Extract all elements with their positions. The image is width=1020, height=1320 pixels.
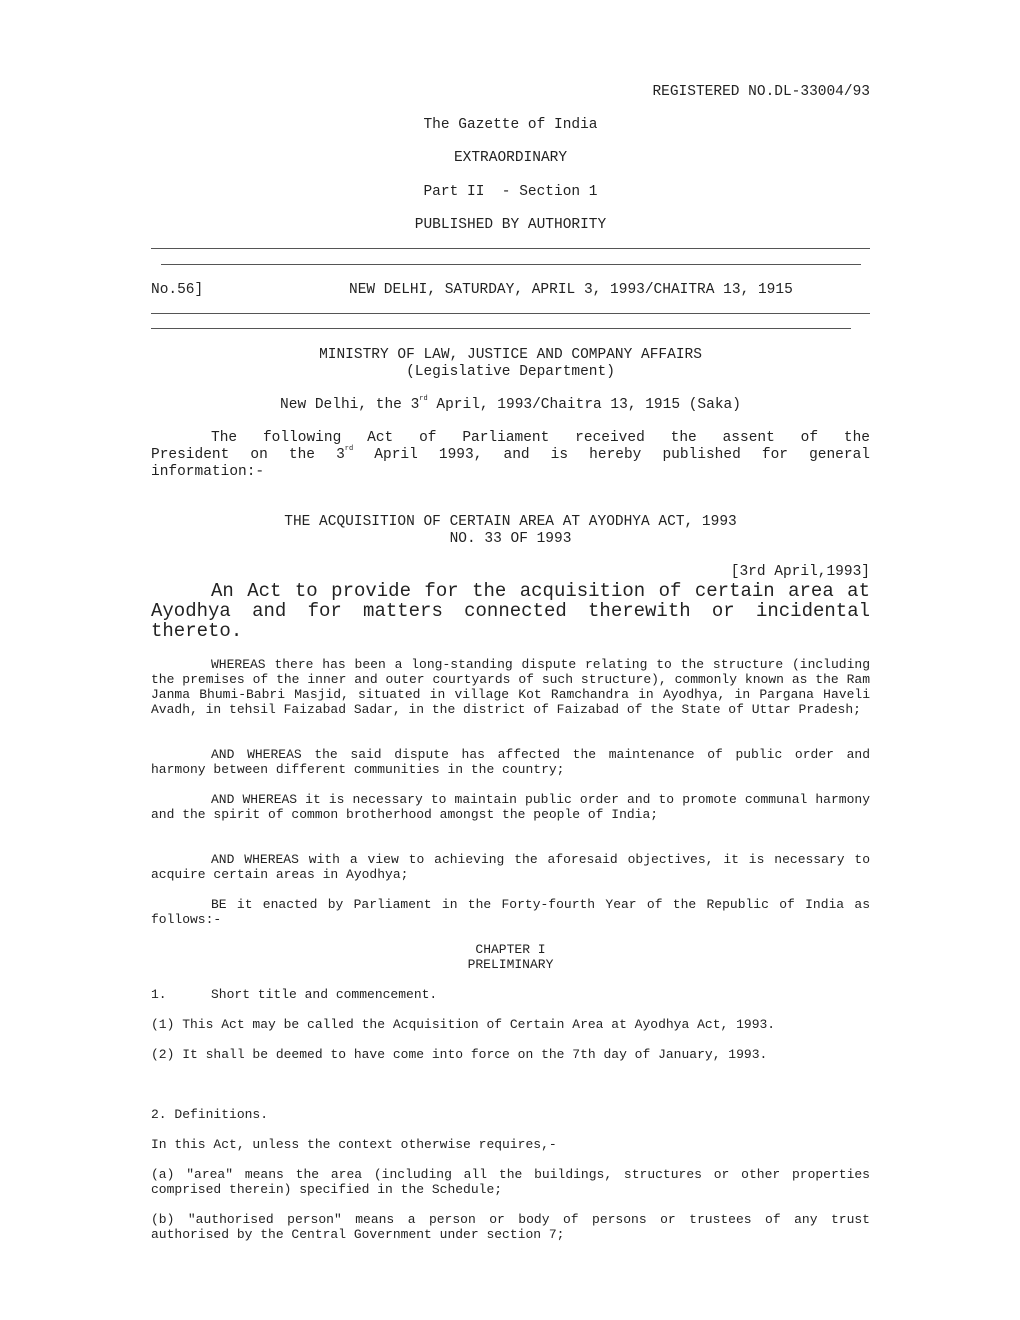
definition-authorised-person: (b) "authorised person" means a person or body of persons or trustees of any trust authorised by the Central Government under section 7; <box>151 1212 870 1242</box>
registration-number: REGISTERED NO.DL-33004/93 <box>652 84 870 100</box>
chapter-number: CHAPTER I <box>475 942 546 957</box>
published-by-authority: PUBLISHED BY AUTHORITY <box>414 217 607 233</box>
department-name: (Legislative Department) <box>406 364 615 380</box>
issue-dateline: NEW DELHI, SATURDAY, APRIL 3, 1993/CHAITRA 13, 1915 <box>349 282 793 298</box>
act-long-title: An Act to provide for the acquisition of certain area at Ayodhya and for matters connected therewith or incidental thereto. <box>151 580 870 642</box>
header-rule-1 <box>151 248 870 249</box>
part-section: Part II - Section 1 <box>423 184 598 200</box>
header-rule-2 <box>161 264 861 265</box>
preamble-whereas-1: WHEREAS there has been a long-standing dispute relating to the structure (including the premises of the inner and outer courtyards of such structure), commonly known as the Ram Janma Bhumi-Babri Masjid, situated in village Kot Ramchandra in Ayodhya, in Pargana Haveli Avadh, in tehsil Faizabad Sadar, in the district of Faizabad of the State of Uttar Pradesh; <box>151 657 870 717</box>
section-1-subsection-1: (1) This Act may be called the Acquisition of Certain Area at Ayodhya Act, 1993. <box>151 1017 776 1032</box>
gazette-title: The Gazette of India <box>423 117 598 133</box>
enacting-clause: BE it enacted by Parliament in the Forty-fourth Year of the Republic of India as follows:- <box>151 897 870 927</box>
section-2-intro: In this Act, unless the context otherwise requires,- <box>151 1137 557 1152</box>
section-1-heading <box>151 987 870 1002</box>
dateline-rule-1 <box>151 313 870 314</box>
section-1-number: 1. <box>151 987 167 1002</box>
section-1-title: Short title and commencement. <box>211 987 438 1002</box>
ministry-name: MINISTRY OF LAW, JUSTICE AND COMPANY AFFAIRS <box>319 347 702 363</box>
act-number: NO. 33 OF 1993 <box>449 531 572 547</box>
intro-line-1: The following Act of Parliament received the assent of the <box>211 430 870 446</box>
preamble-whereas-2: AND WHEREAS the said dispute has affected the maintenance of public order and harmony between different communities in the country; <box>151 747 870 777</box>
publication-date: New Delhi, the 3rd April, 1993/Chaitra 13, 1915 (Saka) <box>280 395 741 413</box>
section-1-subsection-2: (2) It shall be deemed to have come into force on the 7th day of January, 1993. <box>151 1047 768 1062</box>
dateline-rule-2 <box>151 328 851 329</box>
issue-number: No.56] <box>151 282 204 298</box>
intro-line-2: President on the 3rd April 1993, and is hereby published for general <box>151 445 870 463</box>
act-date: [3rd April,1993] <box>730 564 870 580</box>
intro-line-3: information:- <box>151 464 265 480</box>
preamble-whereas-4: AND WHEREAS with a view to achieving the aforesaid objectives, it is necessary to acquire certain areas in Ayodhya; <box>151 852 870 882</box>
chapter-title: PRELIMINARY <box>467 957 554 972</box>
extraordinary-label: EXTRAORDINARY <box>453 150 568 166</box>
act-title: THE ACQUISITION OF CERTAIN AREA AT AYODHYA ACT, 1993 <box>284 514 737 530</box>
preamble-whereas-3: AND WHEREAS it is necessary to maintain public order and to promote communal harmony and the spirit of common brotherhood amongst the people of India; <box>151 792 870 822</box>
section-2-heading: 2. Definitions. <box>151 1107 269 1122</box>
definition-area: (a) "area" means the area (including all the buildings, structures or other properties comprised therein) specified in the Schedule; <box>151 1167 870 1197</box>
